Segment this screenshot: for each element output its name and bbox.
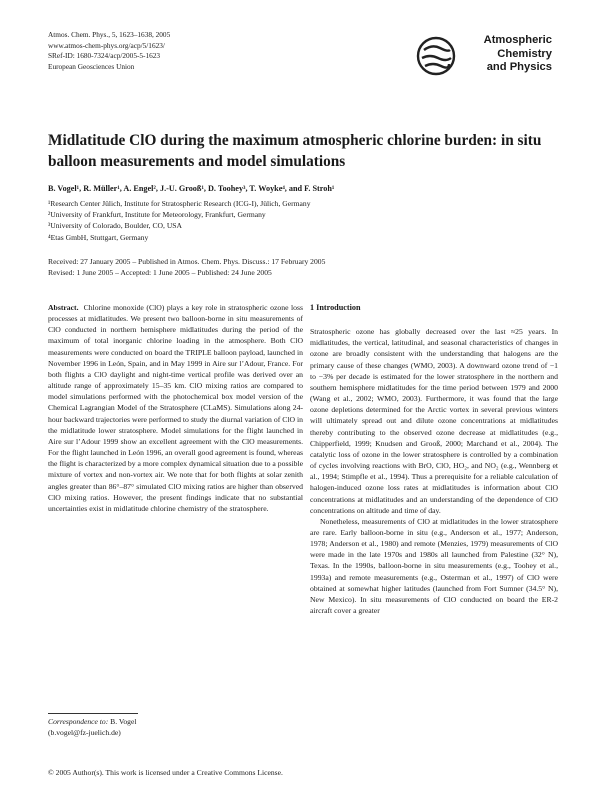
introduction-section: [310, 302, 558, 616]
abstract-heading: Abstract.: [48, 303, 79, 312]
correspondence-label: Correspondence to:: [48, 717, 109, 726]
abstract: [48, 302, 303, 514]
globe-logo-icon: [416, 36, 456, 76]
journal-logo: [416, 34, 552, 88]
affiliation-1: ¹Research Center Jülich, Institute for Stratospheric Research (ICG-I), Jülich, Germany: [48, 199, 311, 208]
dates-revised: Revised: 1 June 2005 – Accepted: 1 June 2005 – Published: 24 June 2005: [48, 268, 272, 277]
sref-id: SRef-ID: 1680-7324/acp/2005-5-1623: [48, 51, 161, 61]
correspondence-name: B. Vogel: [110, 717, 137, 726]
journal-header: [48, 30, 170, 72]
dates-received: Received: 27 January 2005 – Published in Atmos. Chem. Phys. Discuss.: 17 February 2005: [48, 257, 326, 266]
correspondence-note: [48, 716, 136, 738]
logo-line-1: Atmospheric: [483, 34, 552, 46]
publisher: European Geosciences Union: [48, 61, 135, 71]
affiliations: [48, 198, 311, 243]
correspondence-email[interactable]: (b.vogel@fz-juelich.de): [48, 728, 121, 737]
publication-dates: [48, 256, 325, 278]
affiliation-2: ²University of Frankfurt, Institute for Meteorology, Frankfurt, Germany: [48, 210, 266, 220]
footnote-divider: [48, 713, 138, 714]
introduction-paragraph-1: Stratospheric ozone has globally decreased over the last ≈25 years. In midlatitudes, the vertical, latitudinal, and seasonal characteristics of changes in ozone are broadly consistent with the understanding that halogens are the primary cause of these changes (WMO, 2003). A downward ozone trend of −1 to −3% per decade is estimated for the lower stratosphere in the northern and southern hemisphere midlatitudes for the time period between 1979 and 2000 (Wang et al., 2002; WMO, 2003). Furthermore, it was found that the large ozone depletions determined for the Arctic vortex in several previous winters will ultimately spread out and dilute ozone concentrations at midlatitudes thereby contributing to the observed ozone decrease at midlatitudes (e.g., Chipperfield, 1999; Knudsen and Grooß, 2000; Marchand et al., 2004). The catalytic loss of ozone in the lower stratosphere is controlled by a combination of cycles involving reactions with BrO, ClO, HO₂, and NO₂ (e.g., Wennberg et al., 1994; Stimpfle et al., 1994). Thus a prerequisite for a reliable calculation of halogen-induced ozone loss rates at midlatitudes is information about ClO concentrations at midlatitudes and an understanding of the dependence of ClO concentrations on altitude and time of day.: [310, 327, 558, 515]
author-list: B. Vogel¹, R. Müller¹, A. Engel², J.-U. Grooß¹, D. Toohey³, T. Woyke⁴, and F. Stroh¹: [48, 184, 335, 193]
introduction-paragraph-2: Nonetheless, measurements of ClO at midlatitudes in the lower stratosphere are rare. Early balloon-borne in situ (e.g., Anderson et al., 1977; Anderson, 1978; Anderson et al., 1980) and remote (Menzies, 1979) measurements of ClO were made in the late 1970s and 1980s all launched from Palestine (32° N), Texas. In the 1990s, balloon-borne in situ measurements (e.g., Toohey et al., 1993a) and remote measurements (e.g., Osterman et al., 1997) of ClO were obtained at somewhat higher latitudes (launched from Fort Sumner (34.5° N), New Mexico). In situ measurements of ClO conducted on board the ER-2 aircraft cover a greater: [310, 516, 558, 616]
logo-wordmark: [452, 34, 552, 75]
abstract-body: Chlorine monoxide (ClO) plays a key role in stratospheric ozone loss processes at midlatitudes. We present two balloon-borne in situ measurements of ClO conducted in northern hemisphere midlatitudes during the period of the maximum of total inorganic chlorine loading in the atmosphere. Both ClO measurements were conducted on board the TRIPLE balloon payload, launched in November 1996 in León, Spain, and in May 1999 in Aire sur l’Adour, France. For both flights a ClO daylight and night-time vertical profile was derived over an altitude range of approximately 15–35 km. ClO mixing ratios are compared to model simulations performed with the photochemical box model version of the Chemical Lagrangian Model of the Stratosphere (CLaMS). Simulations along 24-hour backward trajectories were performed to study the diurnal variation of ClO in the midlatitude lower stratosphere. Model simulations for the flight launched in Aire sur l’Adour 1999 show an excellent agreement with the ClO measurements. For the flight launched in León 1996, an overall good agreement is found, whereas the flight is characterized by a more complex dynamical situation due to a possible mixture of vortex and non-vortex air. We note that for both flights at solar zenith angles greater than 86°–87° simulated ClO mixing ratios are higher than observed ClO mixing ratios. However, the present findings indicate that no substantial uncertainties exist in midlatitude chlorine chemistry of the stratosphere.: [48, 303, 303, 513]
introduction-heading: 1 Introduction: [310, 303, 361, 312]
logo-line-2: Chemistry: [497, 47, 552, 60]
license-footer: © 2005 Author(s). This work is licensed under a Creative Commons License.: [48, 768, 283, 777]
affiliation-4: ⁴Etas GmbH, Stuttgart, Germany: [48, 232, 149, 242]
logo-line-3: and Physics: [486, 61, 552, 74]
journal-url[interactable]: www.atmos-chem-phys.org/acp/5/1623/: [48, 40, 165, 50]
affiliation-3: ³University of Colorado, Boulder, CO, USA: [48, 221, 183, 231]
journal-citation: Atmos. Chem. Phys., 5, 1623–1638, 2005: [48, 30, 171, 39]
paper-title: Midlatitude ClO during the maximum atmospheric chlorine burden: in situ balloon measurements and model simulations: [48, 132, 542, 170]
